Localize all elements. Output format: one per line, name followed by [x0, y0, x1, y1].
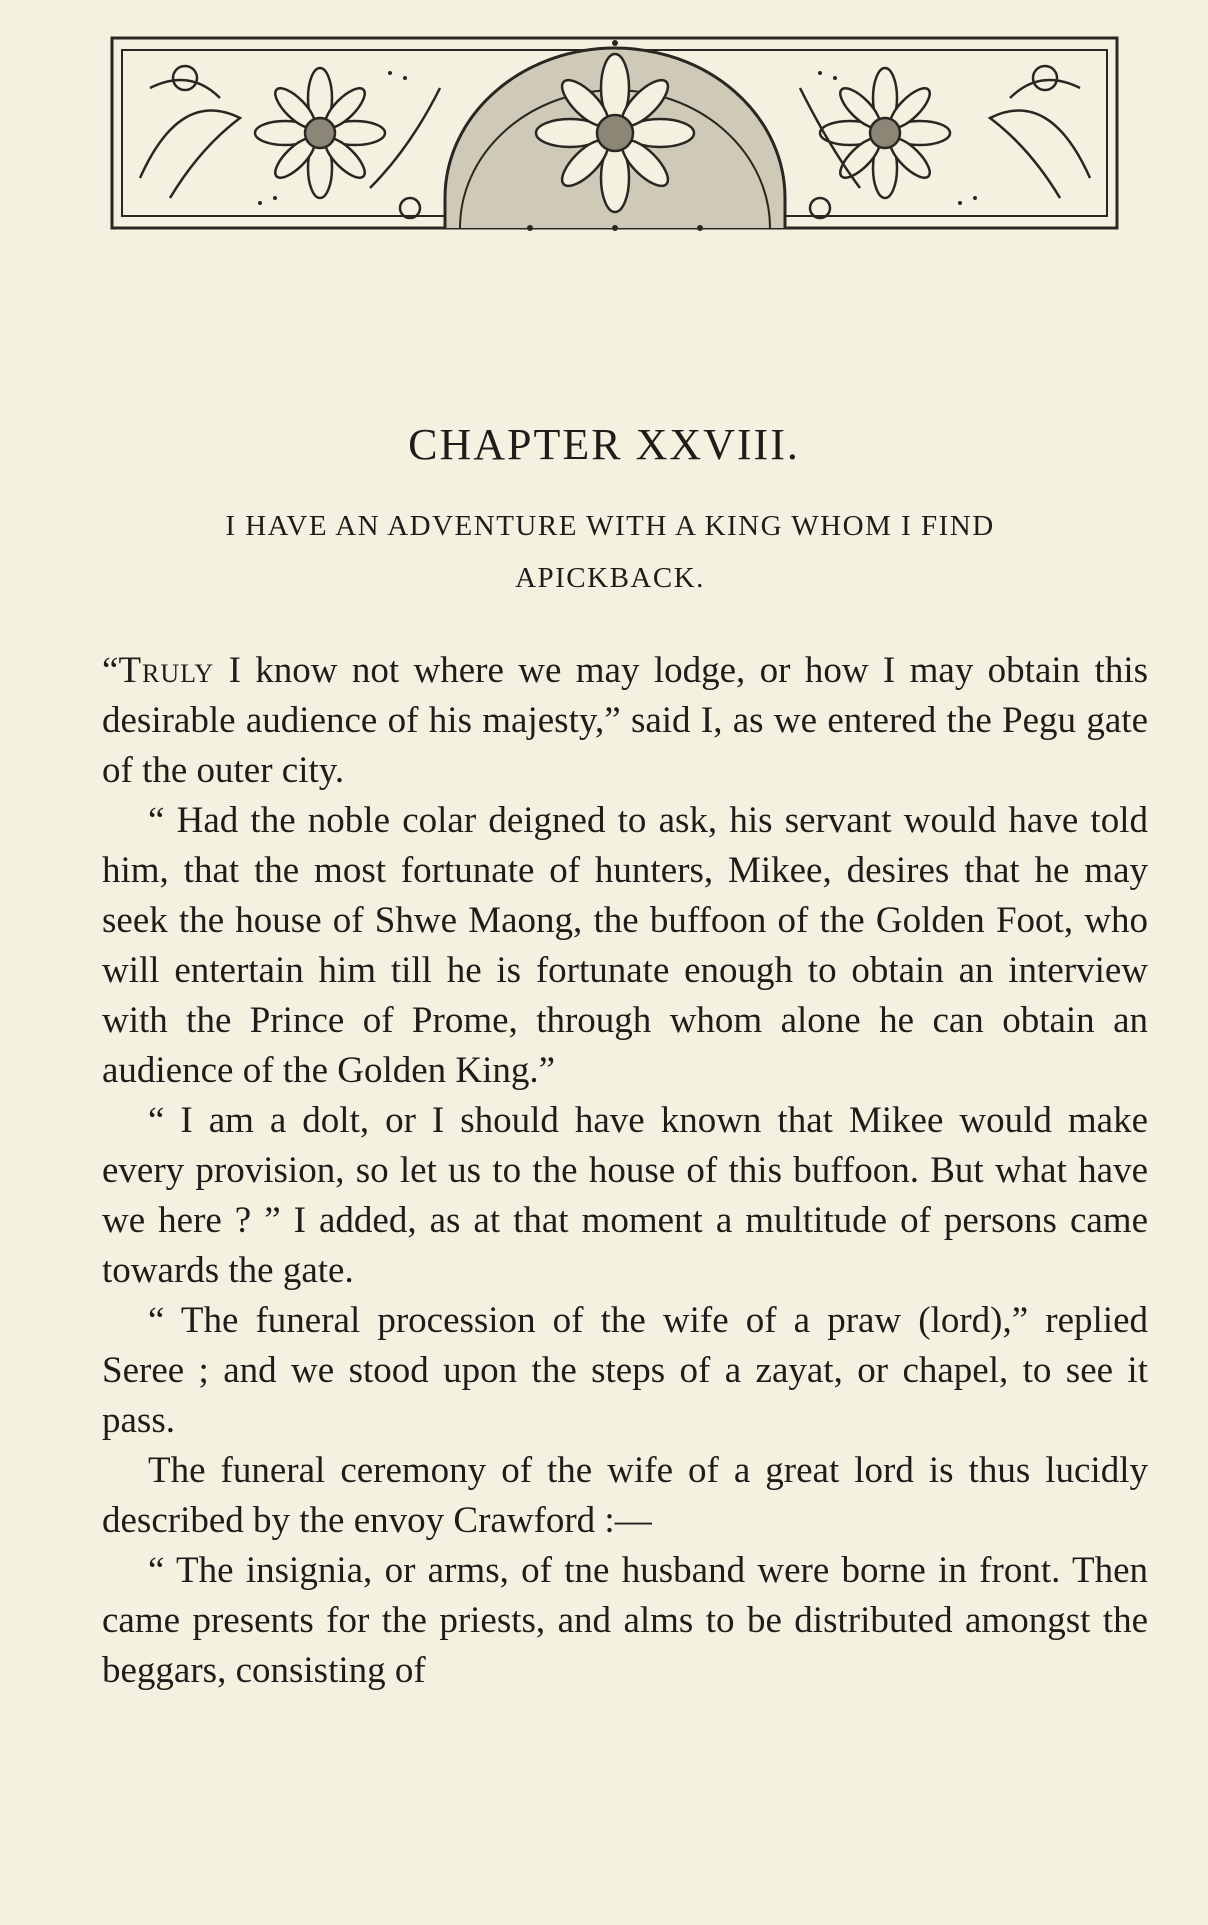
paragraph-text: I know not where we may lodge, or how I may obtain this desirable audience of his majesty,” said I, as we entered the Pegu gate of the outer city.	[102, 650, 1148, 791]
paragraph: “ I am a dolt, or I should have known that Mikee would make every provision, so let us to the house of this buffoon. But what have we here ? ” I added, as at that moment a multitude of persons came towards the gate.	[102, 1100, 1148, 1291]
opening-word: Truly	[118, 650, 215, 691]
paragraph: “ The insignia, or arms, of tne husband were borne in front. Then came presents for the priests, and alms to be distributed amongst the beggars, consisting of	[102, 1550, 1148, 1691]
paragraph: The funeral ceremony of the wife of a great lord is thus lucidly described by the envoy Crawford :—	[102, 1450, 1148, 1541]
floral-headpiece-icon	[110, 28, 1125, 236]
paragraph	[102, 646, 1148, 796]
opening-quote: “	[102, 650, 119, 691]
paragraph: “ Had the noble colar deigned to ask, his servant would have told him, that the most fortunate of hunters, Mikee, desires that he may seek the house of Shwe Maong, the buffoon of the Golden Foot, who will entertain him till he is fortunate enough to obtain an interview with the Prince of Prome, through whom alone he can obtain an audience of the Golden King.”	[102, 800, 1148, 1091]
paragraph: “ The funeral procession of the wife of a praw (lord),” replied Seree ; and we stood upon the steps of a zayat, or chapel, to see it pass.	[102, 1300, 1148, 1441]
body-text	[102, 646, 1148, 1696]
chapter-title: CHAPTER XXVIII.	[408, 420, 800, 470]
chapter-subtitle: I HAVE AN ADVENTURE WITH A KING WHOM I FIND APICKBACK.	[225, 510, 995, 594]
